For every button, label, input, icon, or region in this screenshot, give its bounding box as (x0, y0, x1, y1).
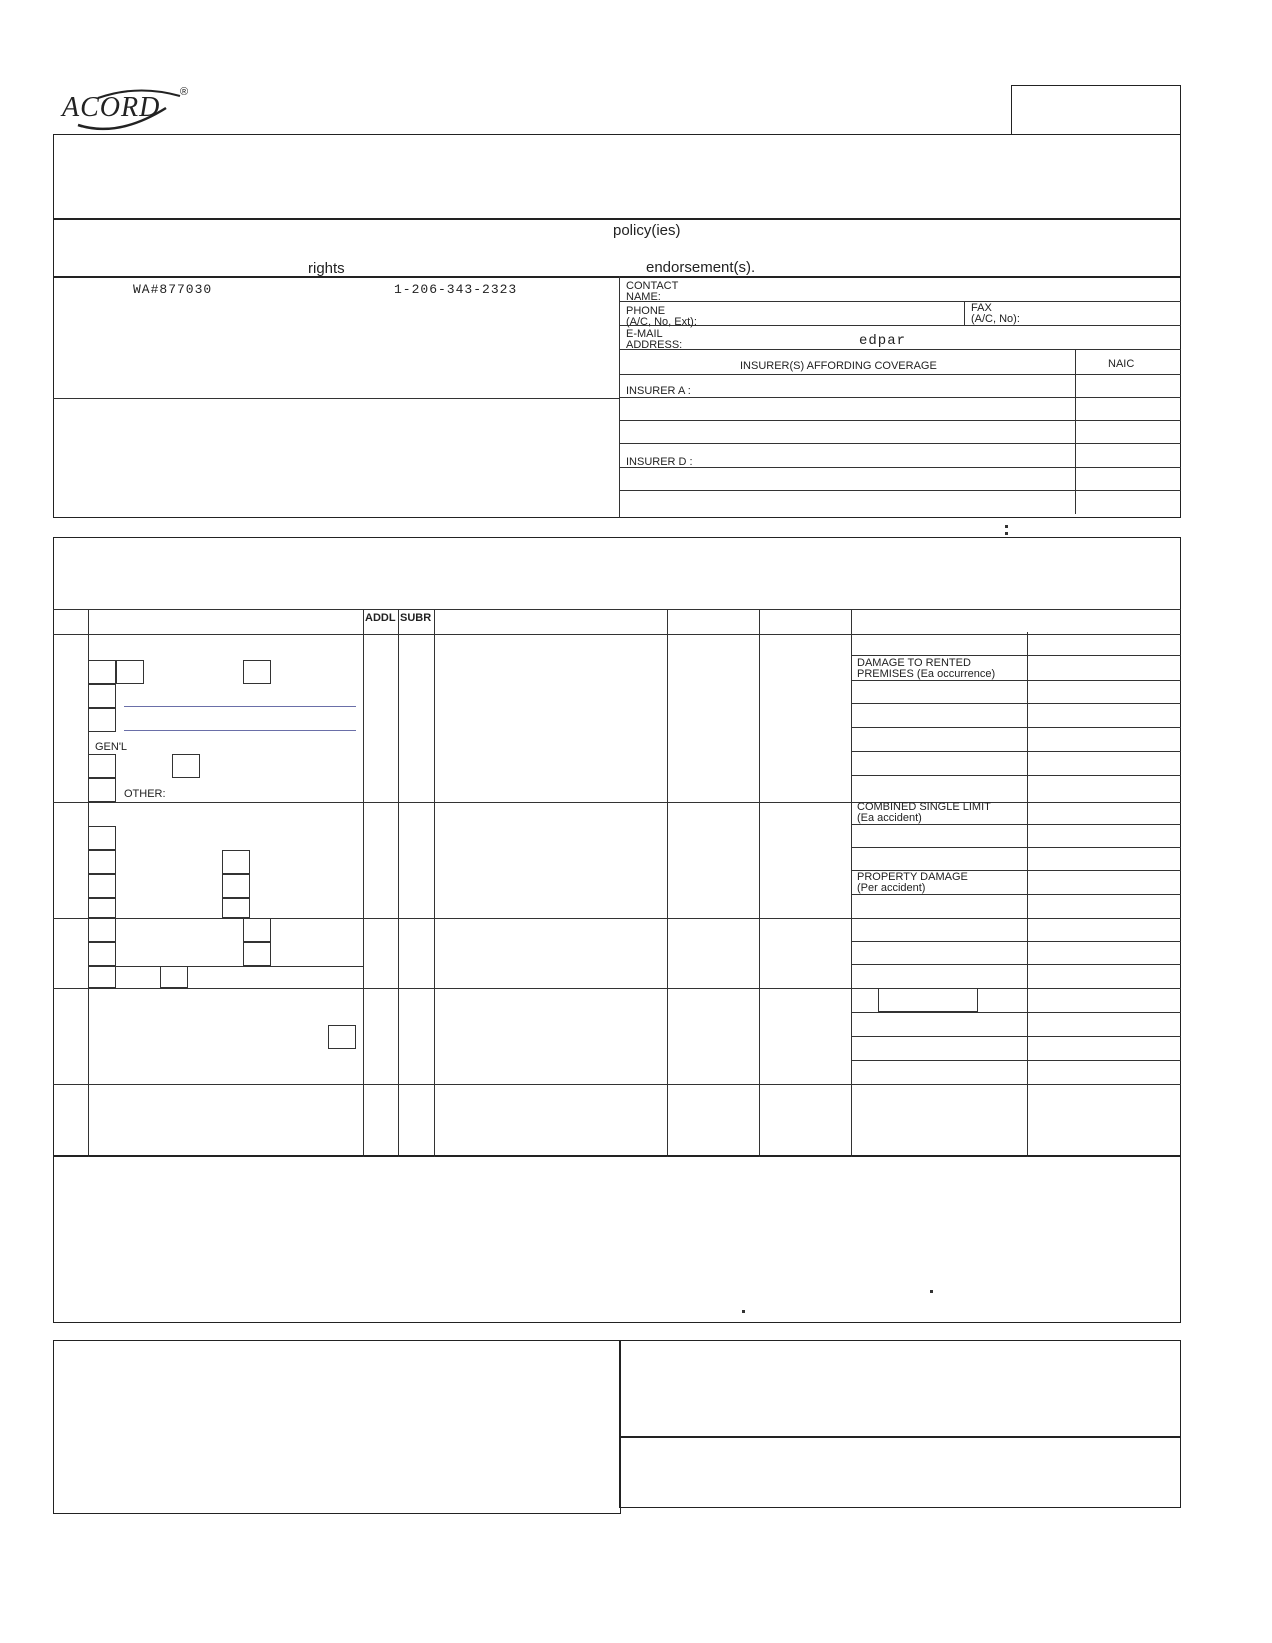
scan-dot-4 (742, 1310, 745, 1313)
notice-rights-text: rights (308, 260, 345, 277)
auto-limit-line-2 (851, 847, 1181, 848)
fax-label-2: (A/C, No): (971, 313, 1020, 325)
notice-endorsements-text: endorsement(s). (646, 259, 756, 276)
umbrella-checkbox-ded[interactable] (88, 966, 116, 988)
combined-single-label-2: (Ea accident) (857, 812, 922, 824)
producer-phone: 1-206-343-2323 (394, 282, 518, 297)
auto-checkbox-4[interactable] (88, 874, 116, 898)
insurer-line-5 (619, 490, 1181, 491)
contact-row-line (619, 301, 1181, 302)
workers-statute-box[interactable] (878, 988, 978, 1012)
col-policy (434, 609, 435, 1157)
umbrella-checkbox-2[interactable] (243, 918, 271, 942)
fax-divider (964, 301, 965, 325)
contact-name-label-2: NAME: (626, 291, 661, 303)
damage-rented-label-2: PREMISES (Ea occurrence) (857, 668, 996, 680)
col-addl (363, 609, 364, 1157)
subr-header: SUBR (400, 612, 432, 624)
umbrella-limit-line-2 (851, 964, 1181, 965)
auto-checkbox-5[interactable] (222, 874, 250, 898)
col-eff (667, 609, 668, 1157)
col-exp (759, 609, 760, 1157)
workers-limit-line-1 (851, 1012, 1181, 1013)
combined-single-label: COMBINED SINGLE LIMIT (857, 801, 991, 813)
authorized-signature-box[interactable] (619, 1436, 1181, 1508)
gl-limit-line-1 (851, 655, 1181, 656)
certificate-notice-box (53, 134, 1181, 220)
scan-dot-1 (1005, 525, 1008, 528)
auto-checkbox-2[interactable] (88, 850, 116, 874)
phone-label-2: (A/C, No, Ext): (626, 316, 697, 328)
section-other-line (53, 1084, 1181, 1085)
other-label: OTHER: (124, 788, 166, 800)
producer-license: WA#877030 (133, 282, 213, 297)
auto-checkbox-1[interactable] (88, 826, 116, 850)
damage-rented-label: DAMAGE TO RENTED (857, 657, 971, 669)
property-damage-label: PROPERTY DAMAGE (857, 871, 968, 883)
fax-label: FAX (971, 302, 992, 314)
insurer-d-label: INSURER D : (626, 456, 693, 468)
acord-logo-registered-mark: ® (180, 86, 189, 98)
email-label-2: ADDRESS: (626, 339, 683, 351)
gl-blank-line-2 (124, 730, 356, 731)
producer-insured-divider (53, 398, 619, 399)
coverage-header-top-line (53, 609, 1181, 610)
workers-yn-checkbox[interactable] (328, 1025, 356, 1049)
property-damage-label-2: (Per accident) (857, 882, 926, 894)
gl-checkbox-other[interactable] (88, 778, 116, 802)
gl-checkbox-1[interactable] (88, 660, 116, 684)
gl-checkbox-3[interactable] (88, 708, 116, 732)
description-box[interactable] (53, 1155, 1181, 1323)
phone-label: PHONE (626, 305, 666, 317)
auto-limit-line-1 (851, 824, 1181, 825)
gl-checkbox-policy[interactable] (88, 754, 116, 778)
gl-checkbox-project[interactable] (172, 754, 200, 778)
email-row-line (619, 349, 1181, 350)
auto-checkbox-7[interactable] (222, 898, 250, 918)
gl-checkbox-2[interactable] (88, 684, 116, 708)
insurer-a-label: INSURER A : (626, 385, 691, 397)
auto-checkbox-3[interactable] (222, 850, 250, 874)
scan-dot-2 (1005, 532, 1008, 535)
insurers-header: INSURER(S) AFFORDING COVERAGE (740, 360, 937, 372)
section-workers-line (53, 988, 1181, 989)
insurer-line-1 (619, 397, 1181, 398)
umbrella-checkbox-ret[interactable] (160, 966, 188, 988)
gl-checkbox-claims[interactable] (116, 660, 144, 684)
section-umbrella-line (53, 918, 1181, 919)
insurer-line-4 (619, 467, 1181, 468)
umbrella-ded-line (88, 966, 363, 967)
auto-checkbox-6[interactable] (88, 898, 116, 918)
coverage-header-bottom-line (53, 634, 1181, 635)
auto-limit-line-4 (851, 894, 1181, 895)
notice-policies-text: policy(ies) (613, 222, 681, 239)
umbrella-checkbox-1[interactable] (88, 918, 116, 942)
acord-logo (58, 80, 198, 136)
section-auto-line (53, 802, 1181, 803)
gl-limit-line-6 (851, 775, 1181, 776)
gl-limit-line-5 (851, 751, 1181, 752)
addl-header: ADDL (365, 612, 396, 624)
date-box[interactable] (1011, 85, 1181, 135)
umbrella-checkbox-4[interactable] (243, 942, 271, 966)
email-label: E-MAIL (626, 328, 663, 340)
gl-limit-line-4 (851, 727, 1181, 728)
workers-limit-line-3 (851, 1060, 1181, 1061)
gl-limit-line-2 (851, 680, 1181, 681)
col-subr (398, 609, 399, 1157)
gl-checkbox-occur[interactable] (243, 660, 271, 684)
naic-header: NAIC (1108, 358, 1135, 370)
email-value: edpar (859, 333, 907, 349)
insurer-line-2 (619, 420, 1181, 421)
acord-logo-text: ACORD (62, 92, 161, 123)
insurer-line-3 (619, 443, 1181, 444)
insurer-line-0 (619, 374, 1181, 375)
genl-label: GEN'L (95, 741, 128, 753)
gl-limit-line-3 (851, 703, 1181, 704)
gl-blank-line-1 (124, 706, 356, 707)
phone-row-line (619, 325, 1181, 326)
scan-dot-3 (930, 1290, 933, 1293)
certificate-holder-box[interactable] (53, 1340, 621, 1514)
umbrella-checkbox-3[interactable] (88, 942, 116, 966)
workers-limit-line-2 (851, 1036, 1181, 1037)
umbrella-limit-line-1 (851, 941, 1181, 942)
col-limits (851, 609, 852, 1157)
cancellation-box (619, 1340, 1181, 1438)
contact-name-label: CONTACT (626, 280, 679, 292)
